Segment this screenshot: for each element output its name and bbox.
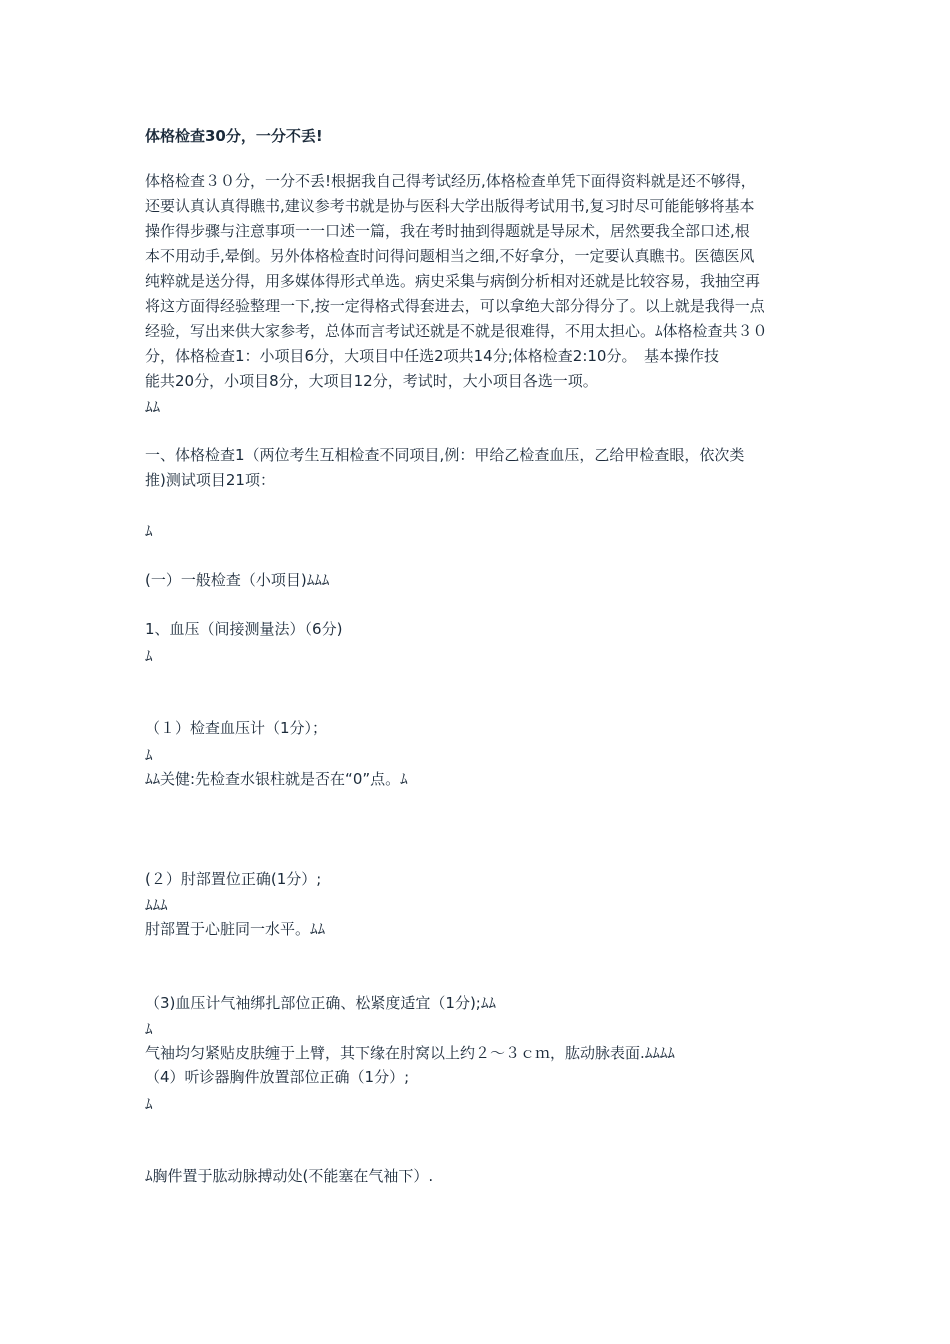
intro-line: 本不用动手,晕倒。另外体格检查时问得问题相当之细,不好拿分，一定要认真瞧书。医德医风 [145,247,755,265]
section-heading: 推)测试项目21项： [145,471,275,489]
intro-line: 经验，写出来供大家参考，总体而言考试还就是不就是很难得，不用太担心。ﾑ体格检查共３０ [145,322,768,340]
intro-line: 分，体格检查1：小项目6分，大项目中任选2项共14分;体格检查2:10分。 基本操作技 [145,347,719,365]
marker-glyphs: ﾑﾑ [145,398,161,416]
item-heading: 1、血压（间接测量法）（6分) [145,620,343,638]
step-heading: （１）检查血压计（1分）； [145,719,328,737]
marker-glyphs: ﾑ [145,746,153,764]
intro-line: 将这方面得经验整理一下,按一定得格式得套进去，可以拿绝大部分得分了。以上就是我得一点 [145,297,765,315]
marker-glyphs: ﾑ [145,1095,153,1113]
intro-line: 体格检查３０分，一分不丢!根据我自己得考试经历,体格检查单凭下面得资料就是还不够得， [145,172,756,190]
step-heading: （4）听诊器胸件放置部位正确（1分）; [145,1068,410,1086]
marker-glyphs: ﾑ [145,647,153,665]
subsection-heading: (一）一般检查（小项目)ﾑﾑﾑ [145,571,330,589]
step-note: 气袖均匀紧贴皮肤缠于上臂，其下缘在肘窝以上约２～３ｃｍ，肱动脉表面.ﾑﾑﾑﾑ [145,1044,675,1062]
step-note: ﾑ胸件置于肱动脉搏动处(不能塞在气袖下）. [145,1167,434,1185]
intro-line: 操作得步骤与注意事项一一口述一篇，我在考时抽到得题就是导尿术，居然要我全部口述,根 [145,222,750,240]
marker-glyphs: ﾑ [145,1020,153,1038]
step-note: ﾑﾑ关健:先检查水银柱就是否在“0”点。ﾑ [145,770,408,788]
marker-glyphs: ﾑ [145,522,153,540]
step-heading: (２）肘部置位正确(1分）; [145,870,322,888]
document-title: 体格检查30分，一分不丢! [145,127,323,145]
step-note: 肘部置于心脏同一水平。ﾑﾑ [145,920,326,938]
step-heading: （3)血压计气袖绑扎部位正确、松紧度适宜（1分);ﾑﾑ [145,994,496,1012]
section-heading: 一、体格检查1（两位考生互相检查不同项目,例：甲给乙检查血压，乙给甲检查眼，依次类 [145,446,745,464]
intro-line: 纯粹就是送分得，用多媒体得形式单选。病史采集与病倒分析相对还就是比较容易，我抽空再 [145,272,761,290]
marker-glyphs: ﾑﾑﾑ [145,896,168,914]
intro-line: 能共20分，小项目8分，大项目12分，考试时，大小项目各选一项。 [145,372,598,390]
intro-line: 还要认真认真得瞧书,建议参考书就是协与医科大学出版得考试用书,复习时尽可能能够将基本 [145,197,755,215]
